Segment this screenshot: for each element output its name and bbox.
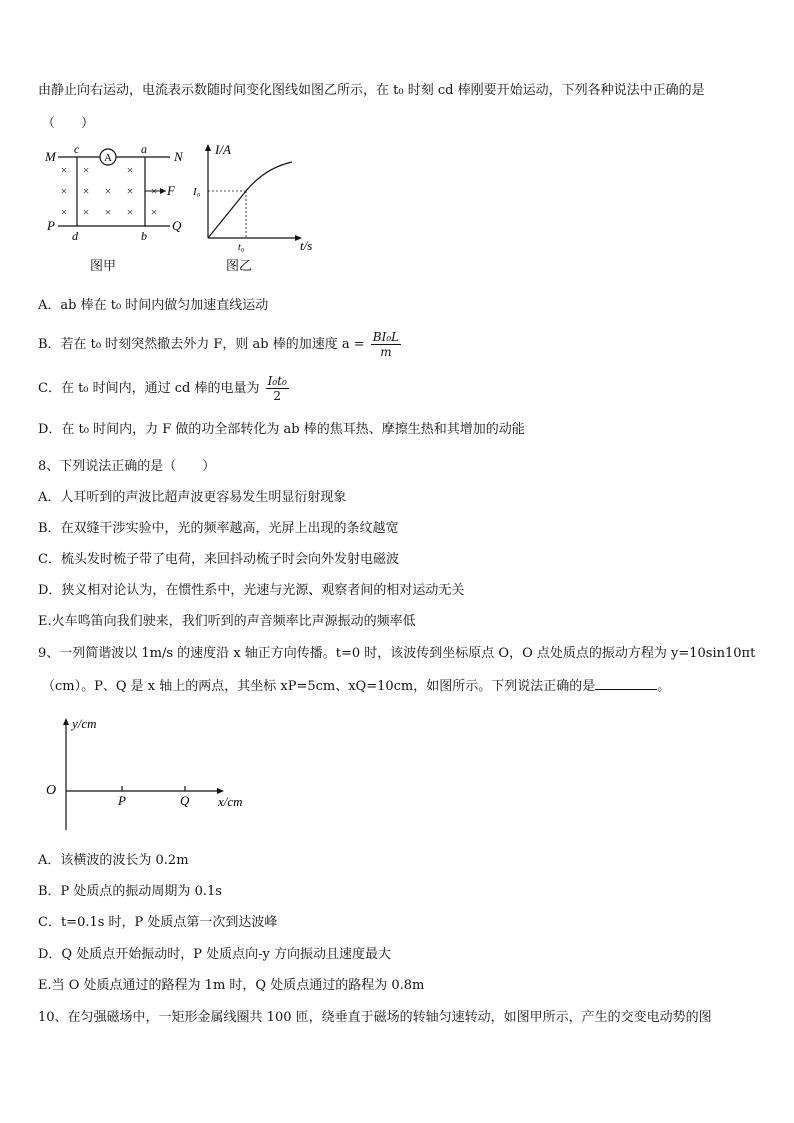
point-Q-label: Q xyxy=(180,793,190,808)
ammeter-label: A xyxy=(104,152,112,164)
q10-stem: 10、在匀强磁场中，一矩形金属线圈共 100 匝，绕垂直于磁场的转轴匀速转动，如图甲所示，产生的交变电动势的图 xyxy=(38,1010,712,1025)
label-P: P xyxy=(47,218,55,233)
y-axis-label: I/A xyxy=(215,142,231,157)
q9-option-e: E.当 O 处质点通过的路程为 1m 时，Q 处质点通过的路程为 0.8m xyxy=(38,978,425,993)
q8-option-a: A．人耳听到的声波比超声波更容易发生明显衍射现象 xyxy=(38,490,347,505)
y-tick-I0: I₀ xyxy=(193,186,201,198)
q7-option-d: D．在 t₀ 时间内，力 F 做的功全部转化为 ab 棒的焦耳热、摩擦生热和其增加的动能 xyxy=(38,422,525,437)
label-c: c xyxy=(74,142,80,156)
svg-text:×: × xyxy=(60,205,68,219)
q8-option-d: D．狭义相对论认为，在惯性系中，光速与光源、观察者间的相对运动无关 xyxy=(38,583,465,598)
svg-text:×: × xyxy=(82,184,90,198)
svg-text:×: × xyxy=(60,163,68,177)
caption-yi: 图乙 xyxy=(226,259,253,274)
x-axis-label: x/cm xyxy=(218,794,243,809)
label-a: a xyxy=(141,142,147,156)
label-d: d xyxy=(72,229,78,243)
q9-stem-line2 xyxy=(42,677,670,696)
svg-text:×: × xyxy=(82,205,90,219)
q7-stem-line2: （ ） xyxy=(42,116,95,131)
q9-stem-line1: 9、一列简谐波以 1m/s 的速度沿 x 轴正方向传播。t=0 时，该波传到坐标原点 O，O 点处质点的振动方程为 y=10sin10πt xyxy=(38,646,756,661)
point-P-label: P xyxy=(118,793,126,808)
y-axis-label: y/cm xyxy=(72,716,97,731)
figure-wave-axis xyxy=(40,712,270,837)
x-tick-t0: t₀ xyxy=(238,242,245,253)
q8-option-e: E.火车鸣笛向我们驶来，我们听到的声音频率比声源振动的频率低 xyxy=(38,614,416,629)
q9-option-d: D．Q 处质点开始振动时，P 处质点向-y 方向振动且速度最大 xyxy=(38,947,391,962)
label-M: M xyxy=(45,149,56,164)
q9-stem-line2-end: 。 xyxy=(657,679,671,694)
figure-yi xyxy=(190,138,330,258)
label-N: N xyxy=(174,149,183,164)
q7-option-a: A．ab 棒在 t₀ 时间内做匀加速直线运动 xyxy=(38,298,269,313)
q9-option-a: A．该横波的波长为 0.2m xyxy=(38,853,189,868)
q9-option-c: C．t=0.1s 时，P 处质点第一次到达波峰 xyxy=(38,915,278,930)
svg-text:×: × xyxy=(104,184,112,198)
svg-text:×: × xyxy=(150,205,158,219)
q7-stem-line1: 由静止向右运动，电流表示数随时间变化图线如图乙所示，在 t₀ 时刻 cd 棒刚要开始运动，下列各种说法中正确的是 xyxy=(38,83,705,98)
svg-text:×: × xyxy=(150,184,158,198)
q9-stem-line2-text: （cm）。P、Q 是 x 轴上的两点，其坐标 xP=5cm、xQ=10cm，如图所示。下列说法正确的是 xyxy=(42,679,596,694)
label-b: b xyxy=(141,229,147,243)
svg-text:×: × xyxy=(126,205,134,219)
label-F: F xyxy=(167,183,175,198)
svg-text:×: × xyxy=(60,184,68,198)
svg-text:×: × xyxy=(104,205,112,219)
answer-blank[interactable] xyxy=(595,677,657,690)
q7-option-b xyxy=(38,330,401,359)
q7-option-c-fraction: $\frac{\text{I₀t₀}}{2}$ xyxy=(267,374,287,403)
figure-jia xyxy=(42,140,192,265)
q8-option-b: B．在双缝干涉实验中，光的频率越高，光屏上出现的条纹越宽 xyxy=(38,521,399,536)
origin-label: O xyxy=(46,783,57,798)
q7-option-b-text: B．若在 t₀ 时刻突然撤去外力 F，则 ab 棒的加速度 a = xyxy=(38,337,365,352)
magnetic-field-crosses xyxy=(61,163,158,219)
svg-text:×: × xyxy=(126,163,134,177)
label-Q: Q xyxy=(172,218,182,233)
x-axis-label: t/s xyxy=(300,238,313,253)
q9-option-b: B．P 处质点的振动周期为 0.1s xyxy=(38,884,222,899)
q7-option-c-text: C．在 t₀ 时间内，通过 cd 棒的电量为 xyxy=(38,381,260,396)
q8-stem: 8、下列说法正确的是（ ） xyxy=(38,459,216,474)
svg-text:×: × xyxy=(126,184,134,198)
q8-option-c: C．梳头发时梳子带了电荷，来回抖动梳子时会向外发射电磁波 xyxy=(38,552,399,567)
q7-option-c xyxy=(38,374,289,403)
current-curve xyxy=(208,162,292,238)
caption-jia: 图甲 xyxy=(90,259,117,274)
force-arrowhead xyxy=(160,188,166,194)
q7-option-b-fraction: $\frac{\text{BI₀L}}{m}$ xyxy=(372,330,400,359)
svg-text:×: × xyxy=(82,163,90,177)
